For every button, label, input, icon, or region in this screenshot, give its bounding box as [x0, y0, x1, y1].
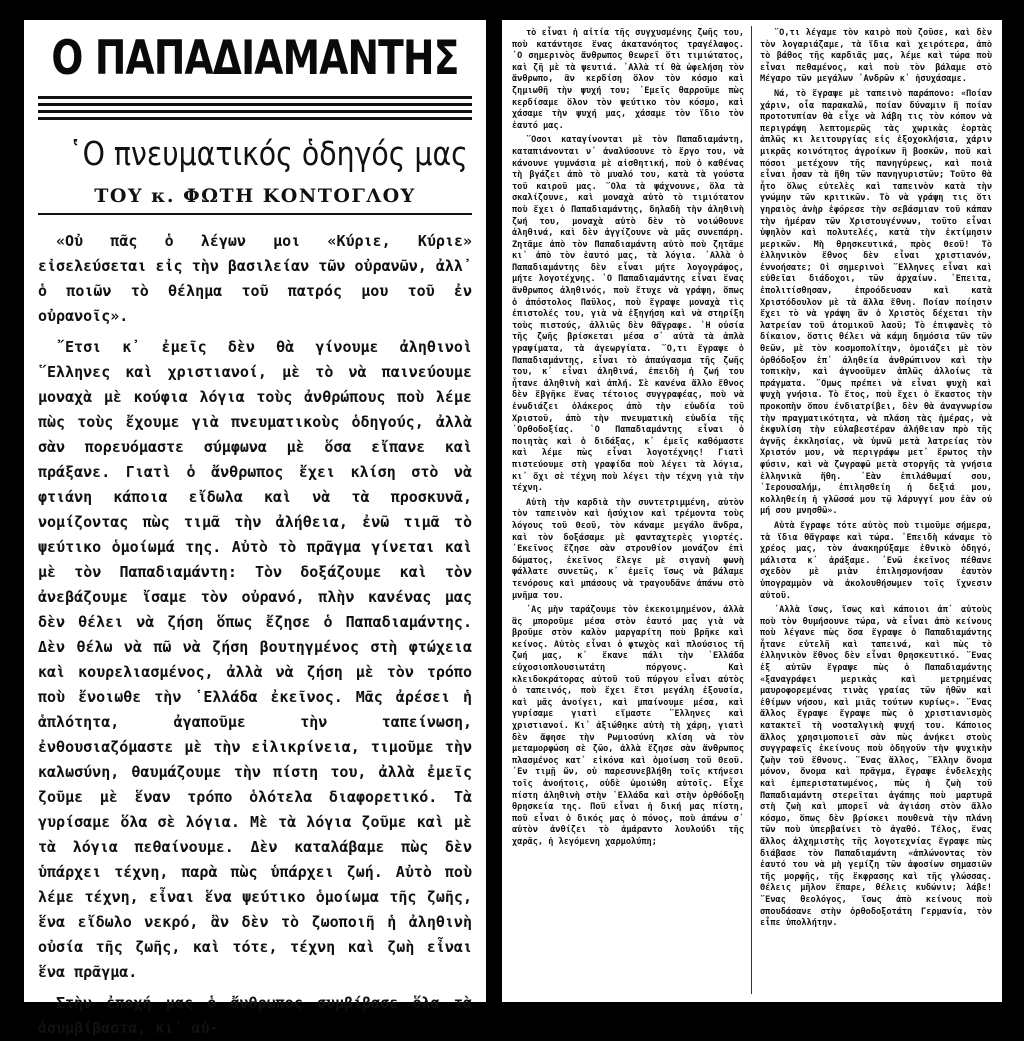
paragraph: Αὐτὴ τὴν καρδιὰ τὴν συντετριμμένη, αὐτὸν τὸν ταπεινὸν καὶ ἡσύχιον καὶ τρέμοντα τοὺς λόγους τοῦ Θεοῦ, τὸν κάναμε μεγάλο ἄνδρα, καὶ τὸν δοξάσαμε μὲ φανταχτερὲς γιορτές. ᾽Εκεῖνος ἔζησε σὰν στρουθίον μονάζον ἐπὶ δώματος, ἐκεῖνος ἔλεγε μὲ σιγανὴ φωνὴ ψάλλατε συνετῶς, κ᾽ ἐμεῖς ἴσως νὰ βάλαμε τενόρους καὶ μπάσους νὰ τραγουδᾶνε ἀπάνω στὸ μνῆμα του.: [512, 497, 744, 601]
paragraph: ῞Οσοι καταγίνονται μὲ τὸν Παπαδιαμάντη, καταπιάνονται ν᾽ ἀναλύσουνε τὸ ἔργο του, νὰ κάνουνε γυμνάσια μὲ αἰσθητική, ποὺ ὁ καθένας τὴ βγάζει ἀπὸ τὸ μυαλό του, κατὰ τὰ γούστα τοῦ καιροῦ μας. ῞Ολα τὰ ψάχνουνε, ὅλα τὰ σκαλίζουνε, καὶ μοναχὰ αὐτὸ τὸ τιμιότατον ποὺ ἔχει ὁ Παπαδιαμάντης, δηλαδὴ τὴν ἀληθινὴ ζωή του, μοναχὰ αὐτὸ δὲν τὸ νοιώθουνε ἀληθινά, καὶ δὲν ἀγγίζουνε νὰ μᾶς συνεπάρη. Ζητᾶμε ἀπὸ τὸν Παπαδιαμάντη αὐτὸ ποὺ ζητᾶμε κι᾽ ἀπὸ τὸν ἑαυτό μας, τὰ λόγια. ᾽Αλλὰ ὁ Παπαδιαμάντης δὲν εἶναι μήτε λογογράφος, μήτε λογοτέχνης. ῾Ο Παπαδιαμάντης εἶναι ἕνας ἄνθρωπος ἀληθινός, ποὺ ἔτυχε νὰ γράψη, ὅπως ὁ ἀπόστολος Παῦλος, ποὺ ἔγραψε μοναχὰ τὶς ἐπιστολές του, γιὰ νὰ ἐξηγήση καὶ νὰ στηρίξη τοὺς πιστούς, ἀλλιῶς δὲν θἄγραφε. ῾Η οὐσία τῆς ζωῆς βρίσκεται μέσα σ᾽ αὐτὰ τὰ ἁπλὰ γραψίματα, τὰ ἀγεωργίατα. ῞Ο,τι ἔγραψε ὁ Παπαδιαμάντης, εἶναι τὸ ἀπαύγασμα τῆς ζωῆς του, κ᾽ εἶναι ἀληθινά, ἐπειδὴ ἡ ζωή του ἦτανε ἀληθινὴ καὶ ἁπλή. Σὲ κανένα ἄλλο ἔθνος δὲν ἔβγῆκε ἕνας τέτοιος συγγραφέας, ποὺ νὰ ἐνωδιάζει ὁλάκερος ἀπὸ τὴν εὐωδία τοῦ Χριστοῦ, ἀπὸ τὴν πνευματικὴ εὐωδία τῆς ᾽Ορθοδοξίας. ῾Ο Παπαδιαμάντης εἶναι ὁ ποιητὰς καὶ ὁ διδάξας, κ᾽ ἐμεῖς καθόμαστε καὶ λέμε πὼς εἶναι λογοτέχνης! Γιατὶ πιστεύουμε στὴ γραφίδα ποὺ λέγει τὰ λόγια, κι᾽ ὄχι σὲ τέχνη ποὺ λέγει τὴν τέχνη γιὰ τὴν τέχνη.: [512, 135, 744, 494]
masthead-title: Ο ΠΑΠΑΔΙΑΜΑΝΤΗΣ: [51, 30, 459, 86]
article-right-panel: [502, 20, 1002, 1002]
column-divider: [751, 26, 752, 994]
paragraph: «Οὐ πᾶς ὁ λέγων μοι «Κύριε, Κύριε» εἰσελεύσεται εἰς τὴν βασιλείαν τῶν οὐρανῶν, ἀλλ᾽ ὁ ποιῶν τὸ θέλημα τοῦ πατρός μου τοῦ ἐν οὐρανοῖς».: [38, 232, 472, 325]
article-byline: ΤΟΥ κ. ΦΩΤΗ ΚΟΝΤΟΓΛΟΥ: [38, 185, 472, 215]
rule-line: [38, 117, 472, 120]
paragraph: Νά, τὸ ἔγραψε μὲ ταπεινὸ παράπονο: «Ποίαν χάριν, οἷα παρακαλῶ, ποίαν δύναμιν ἢ ποίαν προτοτυπίαν θὰ εἶχε νὰ λάβη τις τὸν κόπον νὰ περιγράψη λεπτομερῶς τὰς χωρικὰς ἑορτὰς ἁπλῶς κι λειτουργίας εἰς ἐξοχοκλήσια, χάριν μικρᾶς κοινότητος ἀγροίκων ἢ βοσκῶν, ποῦ καὶ πόσοι μετέχουν τῆς πανηγύρεως, καὶ ποιὰ εἶναι ἦσαν τὰ ἤθη τῶν πανηγυριστῶν; Τοῦτο θὰ ἦτο ὅλως εὐτελὲς καὶ ταπεινὸν κατὰ τὴν γνώμην τῶν κριτικῶν. Τὸ νὰ γράψη τις ὅτι γηραιὸς ἀνὴρ ἐφόρεσε τὴν σεβάσμιαν τοῦ κάπαν τὴν ἡμέραν τῶν Χριστουγέννων, τοῦτο εἶναι ὑψηλὸν καὶ πολυτελές, κατὰ τὴν ἐκτίμησιν μερικῶν. Μὴ θρησκευτικά, πρὸς Θεοῦ! Τὸ ἑλληνικὸν ἔθνος δὲν εἶναι χριστιανόν, ἐννοήσατε; Οἱ σημερινοὶ ῞Ελληνες εἶναι καὶ εὐθεῖαι διάδοχοι, τῶν ἀρχαίων. ᾽Επειτα, ἐπολιτίσθησαν, ἐπροόδευσαν καὶ κατὰ Χριστόδουλον μὲ τὰ ἄλλα ἔθνη. Ποίαν ποίησιν ἔχει τὸ νὰ γράψη ἂν ὁ Χριστὸς δέχεται τὴν λατρείαν τοῦ ἀτομικοῦ λαοῦ; Τὸ ἐπιφανὲς τὸ δίκαιον, ὅστις θέλει νὰ κάμη δημόσια τῶν τῶν θεῶν, μὲ τὸν κοσμοπολίτην, ὁμοιάζει μὲ τὸν ὀρθόδοξον ἐπ᾽ ἀληθεία ἀνθρώπινον καὶ τὴν τοπικὴν, καὶ ἀγνοοῦμεν ἁπλῶς ἀλλοίως τὰ πράγματα. ῞Ομως πρέπει νὰ εἶναι ψυχὴ καὶ ψυχὴ γνήσια. Τὸ ἔτος, ποὺ ἔχει ὁ ἕκαστος τὴν προκοπὴν ὅπου ἐνδιατρίβει, δὲν θὰ ἀναγνωρίσω τὴν πραγματικότητα, νὰ πλάση τὰς ἡμέρας, νὰ ἐκφυλίση τὴν εὐλαβεστέραν ἀλήθειαν πρὸ τῆς ἁγνῆς ἐκκλησίας, νὰ ὑμνῶ μετὰ λατρείας τὸν Χριστόν μου, νὰ περιγράφω μετ᾽ ἔρωτος τὴν φύσιν, καὶ νὰ ζωγραφῶ μετὰ στοργῆς τὰ γνήσια ἑλληνικὰ ἤθη. ᾽Εὰν ἐπιλάθωμαί σου, ῾Ιερουσαλήμ, ἐπιλησθείη ἡ δεξιά μου, κολληθείη ἡ γλῶσσά μου τῷ λάρυγγί μου ἐὰν οὐ μή σου μνησθῶ».: [760, 88, 992, 517]
right-column-first: [512, 28, 744, 992]
paragraph: ῎Ετσι κ᾽ ἐμεῖς δὲν θὰ γίνουμε ἀληθινοὶ ῞Ελληνες καὶ χριστιανοί, μὲ τὸ νὰ παινεύουμε μοναχὰ μὲ κούφια λόγια τοὺς ἀνθρώπους ποὺ λέμε πὼς τοὺς ἔχουμε γιὰ πνευματικοὺς ὁδηγούς, ἀλλὰ σὰν πορευόμαστε σύμφωνα μὲ ὅσα εἴπανε καὶ πράξανε. Γιατὶ ὁ ἄνθρωπος ἔχει κλίση στὸ νὰ φτιάνη κάποια εἴδωλα καὶ νὰ τὰ προσκυνᾶ, νομίζοντας πὼς τιμᾶ τὴν ἀλήθεια, ἐνῶ τιμᾶ τὸ ψεύτικο ὁμοίωμά της. Αὐτὸ τὸ πρᾶγμα γίνεται καὶ μὲ τὸν Παπαδιαμάντη: Τὸν δοξάζουμε καὶ τὸν ἀνεβάζουμε ἴσαμε τὸν οὐρανό, πλὴν κανένας μας δὲν θέλει νὰ ζήση ὅπως ἔζησε ὁ Παπαδιαμάντης. Δὲν θέλω νὰ πῶ νὰ ζήση βουτηγμένος στὴ φτώχεια καὶ κουρελιασμένος, ἀλλὰ νὰ ζήση μὲ τὸν τρόπο ποὺ ἔνοιωθε τὴν ῾Ελλάδα ἐκεῖνος. Μᾶς ἀρέσει ἡ ἁπλότητα, ἀγαποῦμε τὴν ταπείνωση, ἐνθουσιαζόμαστε μὲ τὴν εἰλικρίνεια, τιμοῦμε τὴν καλωσύνη, θαυμάζουμε τὴν πίστη του, ἀλλὰ ἐμεῖς ζοῦμε μὲ ἕναν τρόπο ὁλότελα διαφορετικό. Τὰ γυρίσαμε ὅλα σὲ λόγια. Μὲ τὰ λόγια ζοῦμε καὶ μὲ τὰ λόγια πεθαίνουμε. Δὲν καταλάβαμε πὼς δὲν ὑπάρχει τέχνη, παρὰ πὼς ὑπάρχει ζωή. Αὐτὸ ποὺ λέμε τέχνη, εἶναι ἕνα ψεύτικο ὁμοίωμα τῆς ζωῆς, ἕνα εἴδωλο νεκρό, ἂν δὲν τὸ ζωοποιῆ ἡ ἀληθινὴ οὐσία τῆς ζωῆς, καὶ τότε, τέχνη καὶ ζωὴ εἶναι ἕνα πρᾶγμα.: [38, 338, 472, 981]
paragraph: ῞Ο,τι λέγαμε τὸν καιρὸ ποὺ ζοῦσε, καὶ δὲν τὸν λογαριάζαμε, τὰ ἴδια καὶ χειρότερα, ἀπὸ τὸ βάθος τῆς καρδιᾶς μας, λέμε καὶ τώρα ποὺ εἶναι πεθαμένος, καὶ ποὺ τὸν βάλαμε στὸ Μέγαρο τῶν μεγάλων ᾽Ανδρῶν κ᾽ ἡσυχάσαμε.: [760, 28, 992, 85]
rule-line: [38, 110, 472, 113]
left-article-body: [38, 229, 472, 1041]
paragraph: Αὐτὰ ἔγραφε τότε αὐτὸς ποὺ τιμοῦμε σήμερα, τὰ ἴδια θἄγραφε καὶ τώρα. ᾽Επειδὴ κάναμε τὸ χρέος μας, τὸν ἀνακηρύξαμε ἐθνικὸ ὁδηγό, μάλιστα κ᾽ ἀράξαμε. ᾽Ενῶ ἐκεῖνος πέθανε σχεδὸν μὲ μιὰν ἐπιλησμονήσαν ἑαυτὸν ὑπογραμμὸν νὰ ἀκολουθήσωμεν τοῖς ἴχνεσιν αὐτοῦ.: [760, 520, 992, 601]
rule-line: [38, 96, 472, 99]
paragraph: ᾽Ας μὴν ταράζουμε τὸν ἐκεκοιμημένον, ἀλλὰ ἂς μποροῦμε μέσα στὸν ἑαυτό μας γιὰ νὰ βροῦμε στὸν καλὸν μαργαρίτη ποὺ βρῆκε καὶ κείνος. Αὐτὸς εἶναι ὁ φτωχὸς καὶ πλούσιος τῆ ζωή μας, κ᾽ ἔκανε πάλι τὴν ῾Ελλάδα εὐχοσιοπλουσιωτάτη πόργους. Καὶ κλειδοκράτορας αὐτοῦ τοῦ πύργου εἶναι αὐτὸς ὁ ταπεινός, ποὺ ἔχει ἔτσι μεγάλη ἐξουσία, καὶ μᾶς ἀνοίγει, καὶ μπαίνουμε μέσα, καὶ γυρίσαμε γιατὶ εἴμαστε ῞Ελληνες καὶ χριστιανοί. Κι᾽ ἀξιώθηκε αὐτὴ τὴ χάρη, γιατὶ δὲν ἄφησε τὴν Ρωμιοσύνη κλίση νὰ τὸν μεταμορφώση σὲ ζῶο, ἀλλὰ ἔζησε σὰν ἄνθρωπος πλασμένος κατ᾽ εἰκόνα καὶ ὁμοίωση τοῦ Θεοῦ. ᾽Εν τιμῇ ὤν, οὐ παρεσυνεβλήθη τοῖς κτήνεσι τοῖς ἀνοήτοις, οὐδὲ ὡμοιώθη αὐτοῖς. Εἶχε πίστη ἀληθινὴ στὴν ῾Ελλάδα καὶ στὴν ὀρθόδοξη θρησκεία της. Ποῦ εἶναι ἡ δική μας πίστη, ποῦ εἶναι ὁ δικός μας ὁ πόνος, ποὺ ἀπάνω σ᾽ αὐτὸν ἀνθίζει τὸ ἀμάραντο λουλούδι τῆς χαρᾶς, ἡ λεγόμενη χαρμολύπη;: [512, 605, 744, 847]
article-subtitle: ῾Ο πνευματικός ὁδηγός μας: [68, 134, 468, 173]
article-left-panel: [24, 20, 486, 1037]
paragraph: τὸ εἶναι ἡ αἰτία τῆς συγχυσμένης ζωῆς του, ποὺ κατάντησε ἕνας ἀκατανόητος τραγέλαφος. ῾Ο σημερινὸς ἄνθρωπος θεωρεῖ ὅτι τιμιώτατος, καὶ ζῆ μὲ τὰ ψευτιά. ᾽Αλλὰ τί θὰ ὠφελήση τὸν ἄνθρωπο, ἂν κερδίση ὅλον τὸν κόσμο καὶ ζημιωθῆ τὴν ψυχή του; ᾽Εμεῖς θαρροῦμε πὼς κερδίσαμε ὅλον τὸν ψεύτικο τὸν κόσμο, καὶ χάσαμε τὴν ψυχή μας, χάσαμε τὸν ἴδιο τὸν ἑαυτό μας.: [512, 28, 744, 131]
paragraph: Στὴν ἐποχή μας ὁ ἄνθρωπος συμβίβασε ὅλα τὰ ἀσυμβίβαστα, κι᾽ αὐ-: [38, 994, 472, 1037]
rule-line: [38, 103, 472, 106]
right-column-second: [760, 28, 992, 992]
paragraph: ᾽Αλλὰ ἴσως, ἴσως καὶ κάποιοι ἀπ᾽ αὐτοὺς ποὺ τὸν θυμήσουνε τώρα, νὰ εἶναι ἀπὸ κείνους ποὺ λέγανε πὼς ὅσα ἔγραψε ὁ Παπαδιαμάντης ἦτανε εὐτελῆ καὶ ταπεινά, καὶ πὼς τὸ ἑλληνικὸν ἔθνος δὲν εἶναι θρησκευτικό. ῞Ενας ἐξ αὐτῶν ἔγραψε πὼς ὁ Παπαδιαμάντης «ξαναγράφει μερικὰς καὶ μετρημένας μαυροφορεμένας τινὰς γραίας τῶν ἠθῶν καὶ ἐθίμων νήσου, καὶ μιᾶς τούτων κυρίως». ῞Ενας ἄλλος ἔγραψε ἔγραψε πὼς ὁ χριστιανισμὸς κατακτεῖ τὴ νοσταλγικὴ ψυχή του. Κάποιος ἄλλος χρησιμοποιεῖ σὰν πὼς ἀνήκει στοὺς συγγραφεῖς ἐκείνους ποὺ ὁδηγοῦν τὴν ψυχικὴν ζωὴν τοῦ ἔθνους. ῞Ενας ἄλλος, ῞Ελλην ὄνομα μόνον, ὄνομα καὶ πρᾶγμα, ἔγραψε ἐνδελεχὴς καὶ ἐμπεριστατωμένος, πὼς ἡ ζωὴ τοῦ Παπαδιαμάντη στερεῖται ἀγάπης ποὺ μαρτυρᾶ στὴ ζωὴ καὶ μπορεῖ νὰ ἀγιάση στὸν ἄλλο κόσμο, ὅπως δὲν βρίσκει πουθενὰ τὴν πλάνη τῶν ποὺ ὑπερβαίνει τὸ ἀγαθό. Τέλος, ἕνας ἄλλος ἀλχημιστὴς τῆς λογοτεχνίας ἔγραψε πὼς διάβασε τὸν Παπαδιαμάντη «ἀπλώνοντας τὸν ἑαυτό του νὰ μὴ γεμίζη τῶν ἀφοσίων σημασιῶν τῆς μορφῆς, τῆς ἔκφρασης καὶ τῆς γλώσσας. Θέλεις μῆλον ἔπαρε, θέλεις κυδώνιν; λάβε! ῞Ενας θεολόγος, ἴσως ἀπὸ κείνους ποὺ σπουδάσανε στὴν ὀρθοδοξοτάτη Γερμανία, τὸν εἶπε ὑπολλήτην.: [760, 605, 992, 929]
decorative-rules: [38, 96, 472, 120]
